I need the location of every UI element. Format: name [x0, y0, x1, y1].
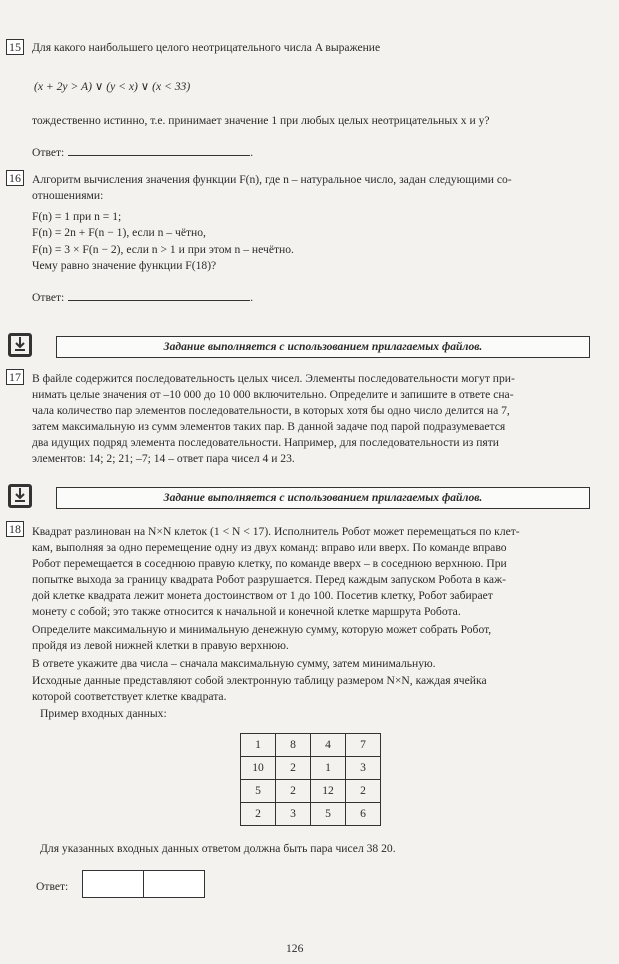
task-text-line: Определите максимальную и минимальную денежную сумму, которую может собрать Робот,: [32, 623, 492, 636]
task-text-line: дой клетке квадрата лежит монета достоинством от 1 до 100. Посетив клетку, Робот забирает: [32, 589, 493, 602]
task-number: 15: [6, 39, 24, 55]
task-text-line: элементов: 14; 2; 21; –7; 14 – ответ пара чисел 4 и 23.: [32, 452, 295, 465]
rule: F(n) = 1 при n = 1;: [32, 210, 122, 223]
example-label: Пример входных данных:: [40, 707, 167, 720]
file-banner: Задание выполняется с использованием прилагаемых файлов.: [56, 336, 590, 358]
grid-cell: 8: [276, 734, 311, 757]
task-text-line: попытке выхода за границу квадрата Робот разрушается. Перед каждым запуском Робота в каж-: [32, 573, 506, 586]
answer-label: Ответ:: [32, 146, 65, 159]
answer-line: Ответ: .: [32, 143, 253, 161]
task-text-line: два идущих подряд элемента последовательности. Например, для последовательности из пяти: [32, 436, 500, 449]
task-text-line: монету с собой; это также относится к начальной и конечной клетке маршрута Робота.: [32, 605, 461, 618]
grid-row: [241, 780, 381, 803]
task-text-line: пройдя из левой нижней клетки в правую верхнюю.: [32, 639, 289, 652]
task-number: 16: [6, 170, 24, 186]
grid-cell: 5: [311, 803, 346, 826]
answer-label: Ответ:: [36, 880, 69, 893]
answer-box-second[interactable]: [144, 870, 205, 898]
task-intro: Алгоритм вычисления значения функции F(n), где n – натуральное число, задан следующими со-: [32, 173, 512, 186]
answer-field[interactable]: [68, 143, 250, 156]
grid-cell: 5: [241, 780, 276, 803]
download-icon: [8, 333, 32, 357]
task-text-line: затем максимальную из сумм элементов таких пар. В данной задаче под парой подразумевается: [32, 420, 506, 433]
task-text-line: нимать целые значения от –10 000 до 10 000 включительно. Определите и запишите в ответе сна-: [32, 388, 514, 401]
grid-cell: 2: [346, 780, 381, 803]
task-intro: отношениями:: [32, 189, 104, 202]
grid-cell: 10: [241, 757, 276, 780]
answer-field[interactable]: [68, 288, 250, 301]
grid-cell: 12: [311, 780, 346, 803]
grid-cell: 2: [241, 803, 276, 826]
task-title: Для какого наибольшего целого неотрицательного числа A выражение: [32, 41, 381, 54]
task-text-line: кам, выполняя за одно перемещение одну из двух команд: вправо или вверх. По команде вправо: [32, 541, 507, 554]
rule: F(n) = 2n + F(n − 1), если n – чётно,: [32, 226, 206, 239]
grid-cell: 1: [241, 734, 276, 757]
rule: F(n) = 3 × F(n − 2), если n > 1 и при этом n – нечётно.: [32, 243, 294, 256]
task-condition: тождественно истинно, т.е. принимает значение 1 при любых целых неотрицательных x и y?: [32, 114, 490, 127]
grid-cell: 2: [276, 780, 311, 803]
grid-cell: 1: [311, 757, 346, 780]
grid-row: [241, 734, 381, 757]
grid-cell: 6: [346, 803, 381, 826]
grid-cell: 7: [346, 734, 381, 757]
grid-row: [241, 803, 381, 826]
grid-row: [241, 757, 381, 780]
grid-cell: 3: [276, 803, 311, 826]
task-text-line: которой соответствует клетке квадрата.: [32, 690, 227, 703]
grid-cell: 2: [276, 757, 311, 780]
grid-cell: 3: [346, 757, 381, 780]
answer-box-first[interactable]: [82, 870, 144, 898]
question: Чему равно значение функции F(18)?: [32, 259, 217, 272]
download-icon: [8, 484, 32, 508]
file-banner: Задание выполняется с использованием прилагаемых файлов.: [56, 487, 590, 509]
task-text-line: Квадрат разлинован на N×N клеток (1 < N < 17). Исполнитель Робот может перемещаться по клет-: [32, 525, 520, 538]
task-text-line: В файле содержится последовательность целых чисел. Элементы последовательности могут при-: [32, 372, 515, 385]
task-text-line: В ответе укажите два числа – сначала максимальную сумму, затем минимальную.: [32, 657, 436, 670]
task-number: 17: [6, 369, 24, 385]
task-text-line: Исходные данные представляют собой электронную таблицу размером N×N, каждая ячейка: [32, 674, 487, 687]
formula: (x + 2y > A) ∨ (y < x) ∨ (x < 33): [34, 80, 191, 93]
answer-boxes: [82, 870, 205, 898]
result-text: Для указанных входных данных ответом должна быть пара чисел 38 20.: [40, 842, 396, 855]
page-number: 126: [286, 942, 304, 955]
task-number: 18: [6, 521, 24, 537]
example-grid: [240, 733, 381, 826]
task-text-line: чала количество пар элементов последовательности, в которых хотя бы одно число делится на 7,: [32, 404, 510, 417]
answer-label: Ответ:: [32, 291, 65, 304]
task-text-line: Робот перемещается в соседнюю правую клетку, по команде вверх – в соседнюю верхнюю. При: [32, 557, 507, 570]
answer-line: Ответ: .: [32, 288, 253, 306]
grid-cell: 4: [311, 734, 346, 757]
